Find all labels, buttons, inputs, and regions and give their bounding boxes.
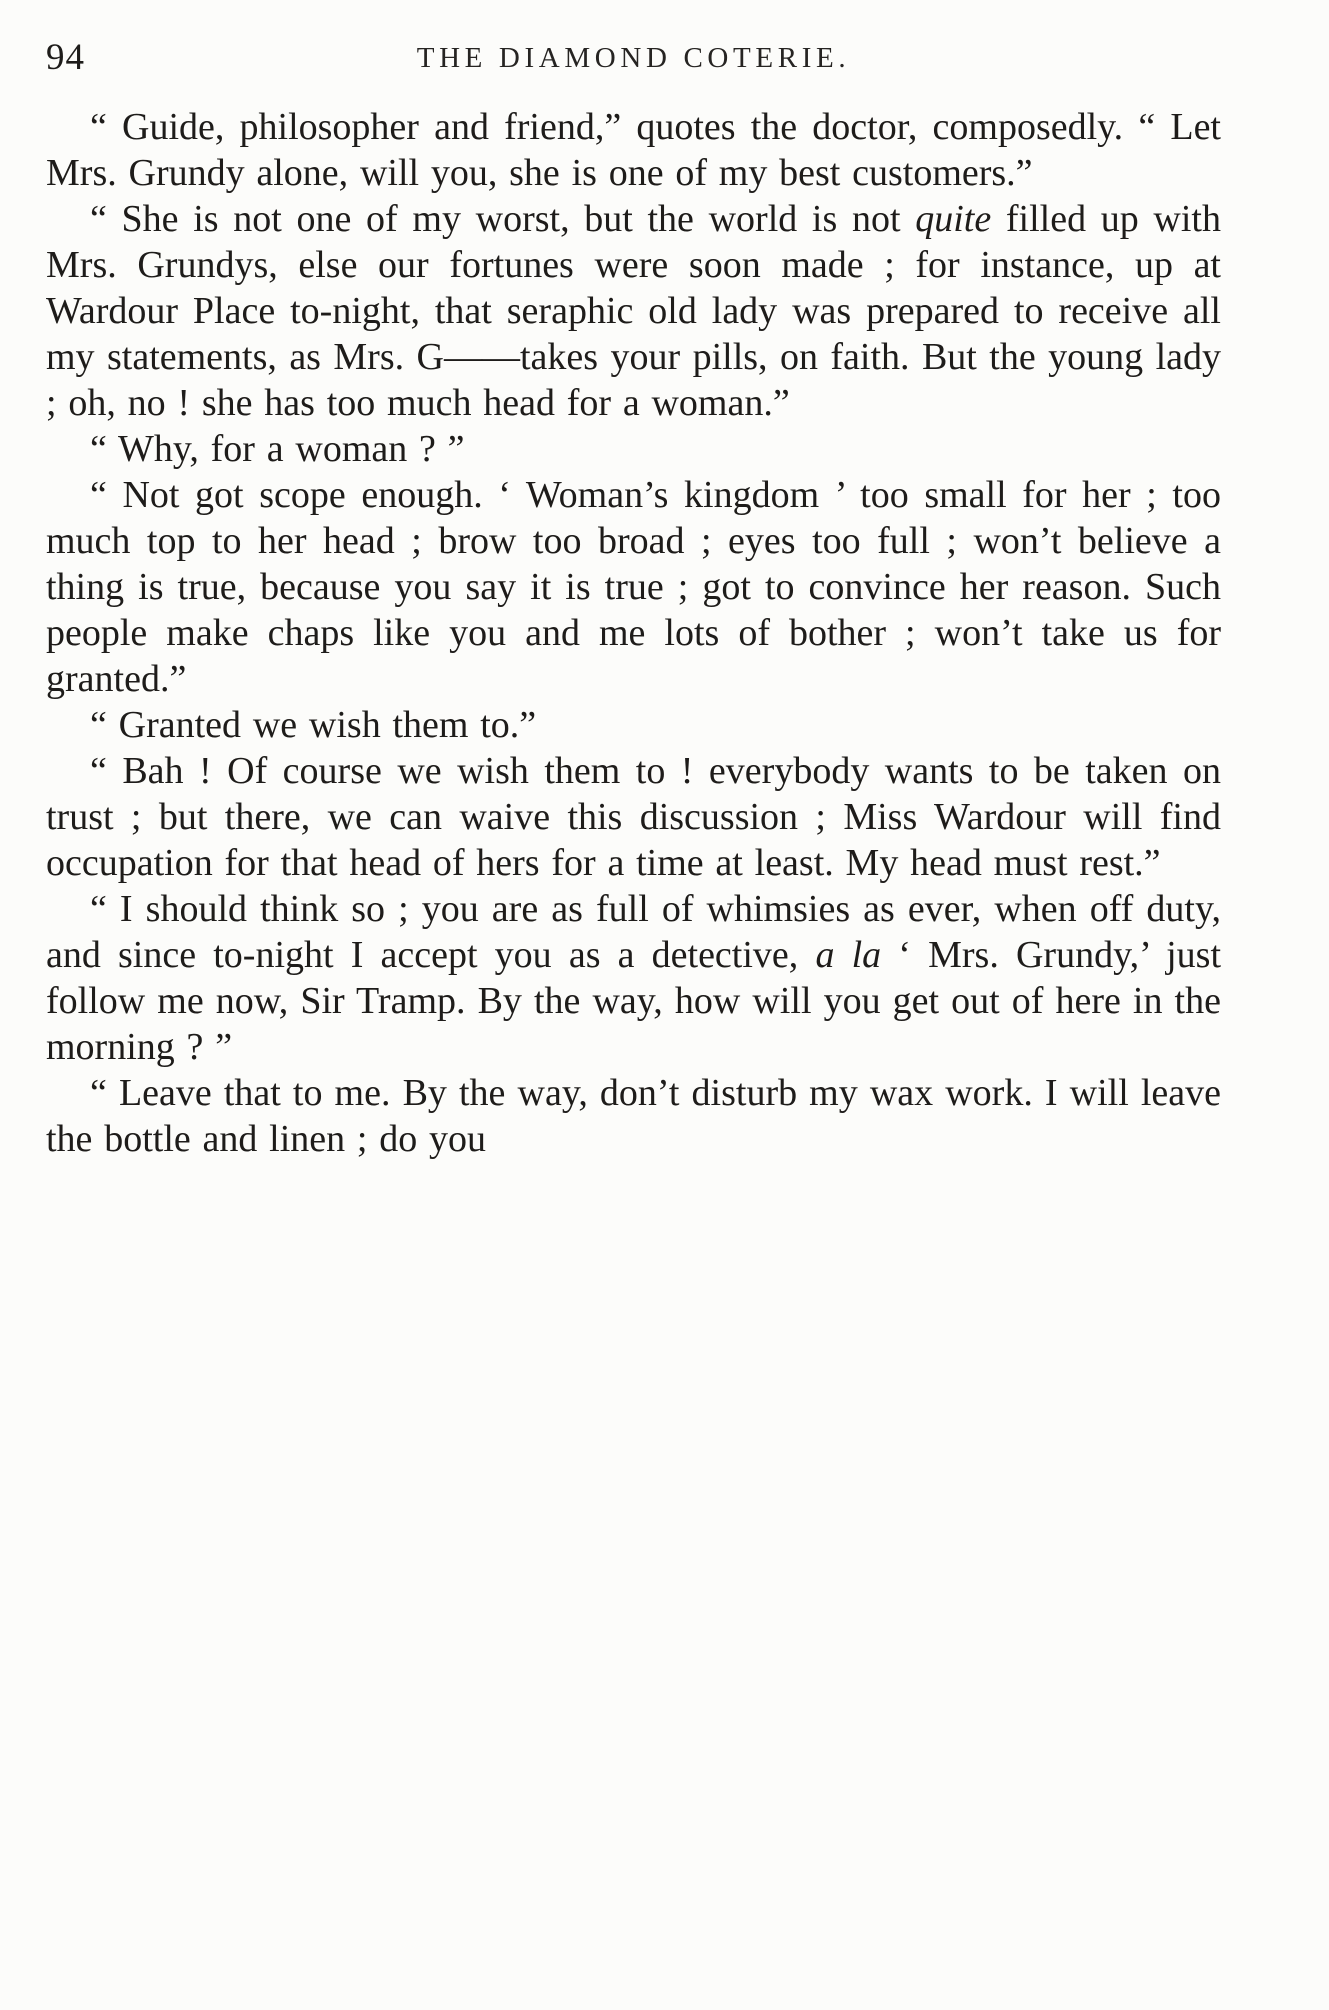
- running-header: THE DIAMOND COTERIE.: [416, 42, 851, 74]
- paragraph: [46, 748, 1221, 886]
- paragraph: [46, 104, 1221, 196]
- paragraph: [46, 472, 1221, 702]
- paragraph: [46, 426, 1221, 472]
- paragraph: [46, 196, 1221, 426]
- paragraph: [46, 1070, 1221, 1162]
- text-block: [46, 104, 1221, 1162]
- text-run: “ She is not one of my worst, but the world is not: [90, 198, 916, 240]
- text-run: “ Leave that to me. By the way, don’t disturb my wax work. I will leave the bottle and linen ; do you: [46, 1072, 1221, 1160]
- text-run: “ Guide, philosopher and friend,” quotes the doctor, composedly. “ Let Mrs. Grundy alone, will you, she is one of my best customers.”: [46, 106, 1221, 194]
- paragraph: [46, 702, 1221, 748]
- text-run: “ Why, for a woman ? ”: [90, 428, 465, 470]
- page-header: [46, 34, 1221, 88]
- text-run: “ I should think so ; you are as full of whimsies as ever, when off duty, and since to-night I accept you as a detective,: [46, 888, 1221, 976]
- paragraph: [46, 886, 1221, 1070]
- text-run: filled up with Mrs. Grundys, else our fortunes were soon made ; for instance, up at Wardour Place to-night, that seraphic old lady was prepared to receive all my statements, as Mrs. G——takes your pills, on faith. But the young lady ; oh, no ! she has too much head for a woman.”: [46, 198, 1221, 424]
- text-run: “ Bah ! Of course we wish them to ! everybody wants to be taken on trust ; but there, we can waive this discussion ; Miss Wardour will find occupation for that head of hers for a time at least. My head must rest.”: [46, 750, 1221, 884]
- italic-text: quite: [915, 198, 992, 240]
- page-number: 94: [46, 37, 85, 78]
- text-run: ‘ Mrs. Grundy,’ just follow me now, Sir Tramp. By the way, how will you get out of here in the morning ? ”: [46, 934, 1221, 1068]
- text-run: “ Granted we wish them to.”: [90, 704, 537, 746]
- italic-text: a la: [815, 934, 882, 976]
- text-run: “ Not got scope enough. ‘ Woman’s kingdom ’ too small for her ; too much top to her head ; brow too broad ; eyes too full ; won’t believe a thing is true, because you say it is true ; got to convince her reason. Such people make chaps like you and me lots of bother ; won’t take us for granted.”: [46, 474, 1221, 700]
